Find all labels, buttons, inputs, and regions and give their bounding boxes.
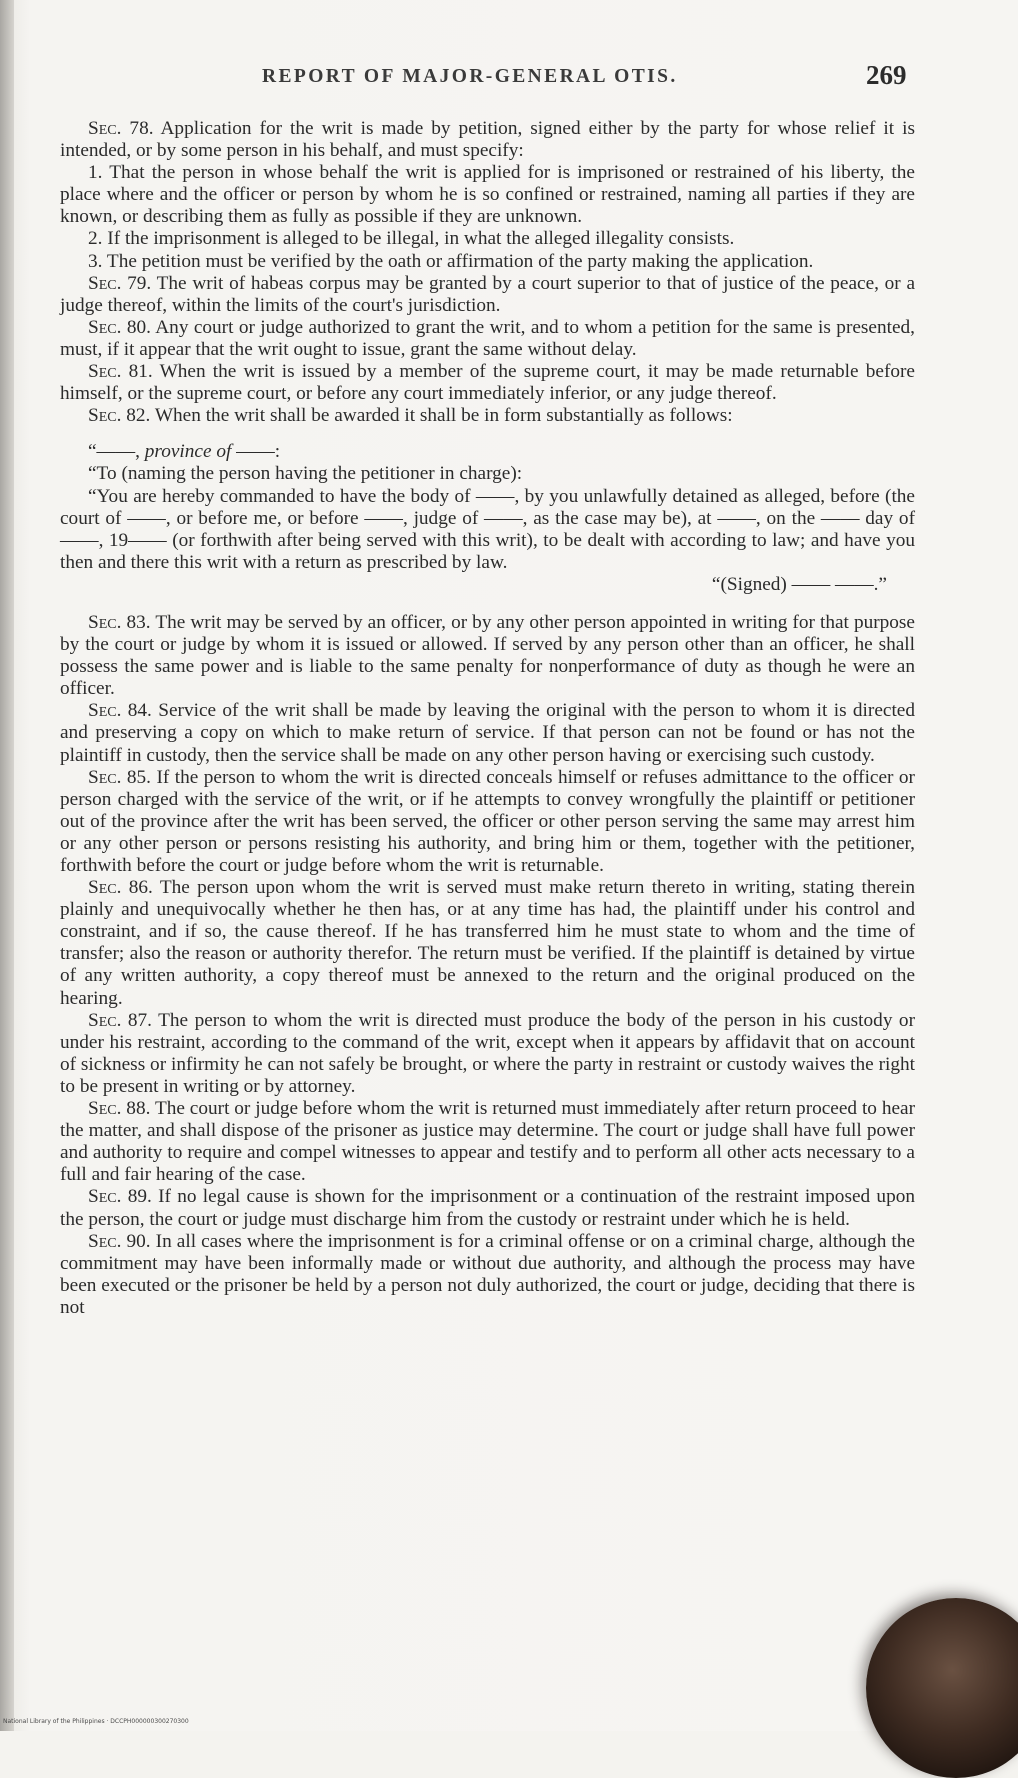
form-caption-start: “——, xyxy=(88,441,140,463)
section-label: Sec. 88. xyxy=(88,1098,151,1120)
section-78-item-3: 3. The petition must be verified by the oath or affirmation of the party making the application. xyxy=(88,250,814,272)
form-signature: “(Signed) —— ——.” xyxy=(711,573,887,595)
section-85 xyxy=(60,767,915,877)
section-text: The person upon whom the writ is served must make return thereto in writing, stating therein plainly and unequivocally whether he then has, or at any time has had, the plaintiff under his control and constraint, and if so, the cause thereof. If he has transferred him he must state to whom and the time of transfer; also the reason or authority therefor. The return must be verified. If the plaintiff is detained by virtue of any written authority, a copy thereof must be annexed to the return and the original produced on the hearing. xyxy=(60,877,915,1009)
binding-gutter xyxy=(0,0,14,1731)
scanner-thumb xyxy=(866,1598,1018,1778)
section-78-item-1: 1. That the person in whose behalf the writ is applied for is imprisoned or restrained of his liberty, the place where and the officer or person by whom he is so confined or restrained, naming all parties if they are known, or describing them as fully as possible if they are unknown. xyxy=(60,162,915,228)
body-text xyxy=(60,118,915,1319)
section-87 xyxy=(60,1010,915,1098)
section-label: Sec. 84. xyxy=(88,700,152,722)
section-81 xyxy=(60,361,915,405)
section-label: Sec. 80. xyxy=(88,316,151,338)
section-text: Application for the writ is made by petition, signed either by the party for whose relief it is intended, or by some person in his behalf, and must specify: xyxy=(60,118,915,162)
form-caption xyxy=(60,441,915,463)
section-label: Sec. 78. xyxy=(88,118,154,139)
section-88 xyxy=(60,1098,915,1186)
section-83 xyxy=(60,612,915,700)
section-text: The writ of habeas corpus may be granted by a court superior to that of justice of the peace, or a judge thereof, within the limits of the court's jurisdiction. xyxy=(60,272,915,316)
section-78-item-2: 2. If the imprisonment is alleged to be illegal, in what the alleged illegality consists. xyxy=(88,228,735,250)
form-province: province of xyxy=(144,441,232,463)
form-addressee: “To (naming the person having the petitioner in charge): xyxy=(88,463,523,485)
section-text: The writ may be served by an officer, or by any other person appointed in writing for that purpose by the court or judge by whom it is issued or allowed. If served by any person other than an officer, he shall possess the same power and is liable to the same penalty for nonperformance of duty as though he were an officer. xyxy=(60,611,915,700)
section-label: Sec. 89. xyxy=(88,1186,152,1208)
section-label: Sec. 85. xyxy=(88,766,151,788)
section-79 xyxy=(60,273,915,317)
page-number: 269 xyxy=(866,60,907,90)
section-label: Sec. 82. xyxy=(88,405,151,427)
page-header xyxy=(0,62,1018,94)
section-89 xyxy=(60,1186,915,1230)
form-caption-end: ——: xyxy=(236,441,281,463)
section-label: Sec. 79. xyxy=(88,272,152,294)
section-label: Sec. 86. xyxy=(88,877,153,899)
writ-form xyxy=(60,441,915,596)
section-text: Service of the writ shall be made by leaving the original with the person to whom it is directed and preserving a copy on which to make return of service. If that person can not be found or has not the plaintiff in custody, then the service shall be made on any other person having or exercising such custody. xyxy=(60,700,916,766)
section-label: Sec. 90. xyxy=(88,1230,151,1252)
scan-imprint: National Library of the Philippines · DCCPH000000300270300 xyxy=(3,1718,189,1725)
section-text: Any court or judge authorized to grant the writ, and to whom a petition for the same is presented, must, if it appear that the writ ought to issue, grant the same without delay. xyxy=(60,316,915,360)
section-text: When the writ shall be awarded it shall be in form substantially as follows: xyxy=(154,405,733,427)
section-text: In all cases where the imprisonment is for a criminal offense or on a criminal charge, although the commitment may have been informally made or without due authority, and although the process may have been executed or the prisoner be held by a person not duly authorized, the court or judge, deciding that there is not xyxy=(60,1230,915,1318)
section-text: The court or judge before whom the writ is returned must immediately after return proceed to hear the matter, and shall dispose of the prisoner as justice may determine. The court or judge shall have full power and authority to require and compel witnesses to appear and testify and to perform all other acts necessary to a full and fair hearing of the case. xyxy=(60,1098,915,1186)
section-label: Sec. 83. xyxy=(88,611,151,633)
section-text: If the person to whom the writ is directed conceals himself or refuses admittance to the officer or person charged with the service of the writ, or if he attempts to convey wrongfully the plaintiff or petitioner out of the province after the writ has been served, the officer or other person serving the same may arrest him or any other person or persons resisting his authority, and bring him or them, together with the petitioner, forthwith before the court or judge before whom the writ is returnable. xyxy=(60,766,915,876)
section-text: When the writ is issued by a member of the supreme court, it may be made returnable before himself, or the supreme court, or before any court immediately inferior, or any judge thereof. xyxy=(60,361,915,405)
section-90 xyxy=(60,1231,915,1319)
section-78 xyxy=(60,118,915,162)
section-text: If no legal cause is shown for the imprisonment or a continuation of the restraint imposed upon the person, the court or judge must discharge him from the custody or restraint under which he is held. xyxy=(60,1186,915,1230)
section-84 xyxy=(60,700,915,766)
section-80 xyxy=(60,317,915,361)
section-label: Sec. 87. xyxy=(88,1009,153,1031)
section-text: The person to whom the writ is directed must produce the body of the person in his custody or under his restraint, according to the command of the writ, except when it appears by affidavit that on account of sickness or infirmity he can not safely be brought, or where the party in restraint or custody waives the right to be present in writing or by attorney. xyxy=(60,1009,915,1097)
section-82 xyxy=(60,405,915,427)
form-command: “You are hereby commanded to have the body of ——, by you unlawfully detained as alleged, before (the court of ——, or before me, or before ——, judge of ——, as the case may be), at ——, on the —— day of ——, 19—— (or forthwith after being served with this writ), to be dealt with according to law; and have you then and there this writ with a return as prescribed by law. xyxy=(60,485,915,573)
section-86 xyxy=(60,877,915,1010)
running-head: REPORT OF MAJOR-GENERAL OTIS. xyxy=(262,66,678,87)
section-label: Sec. 81. xyxy=(88,361,153,383)
